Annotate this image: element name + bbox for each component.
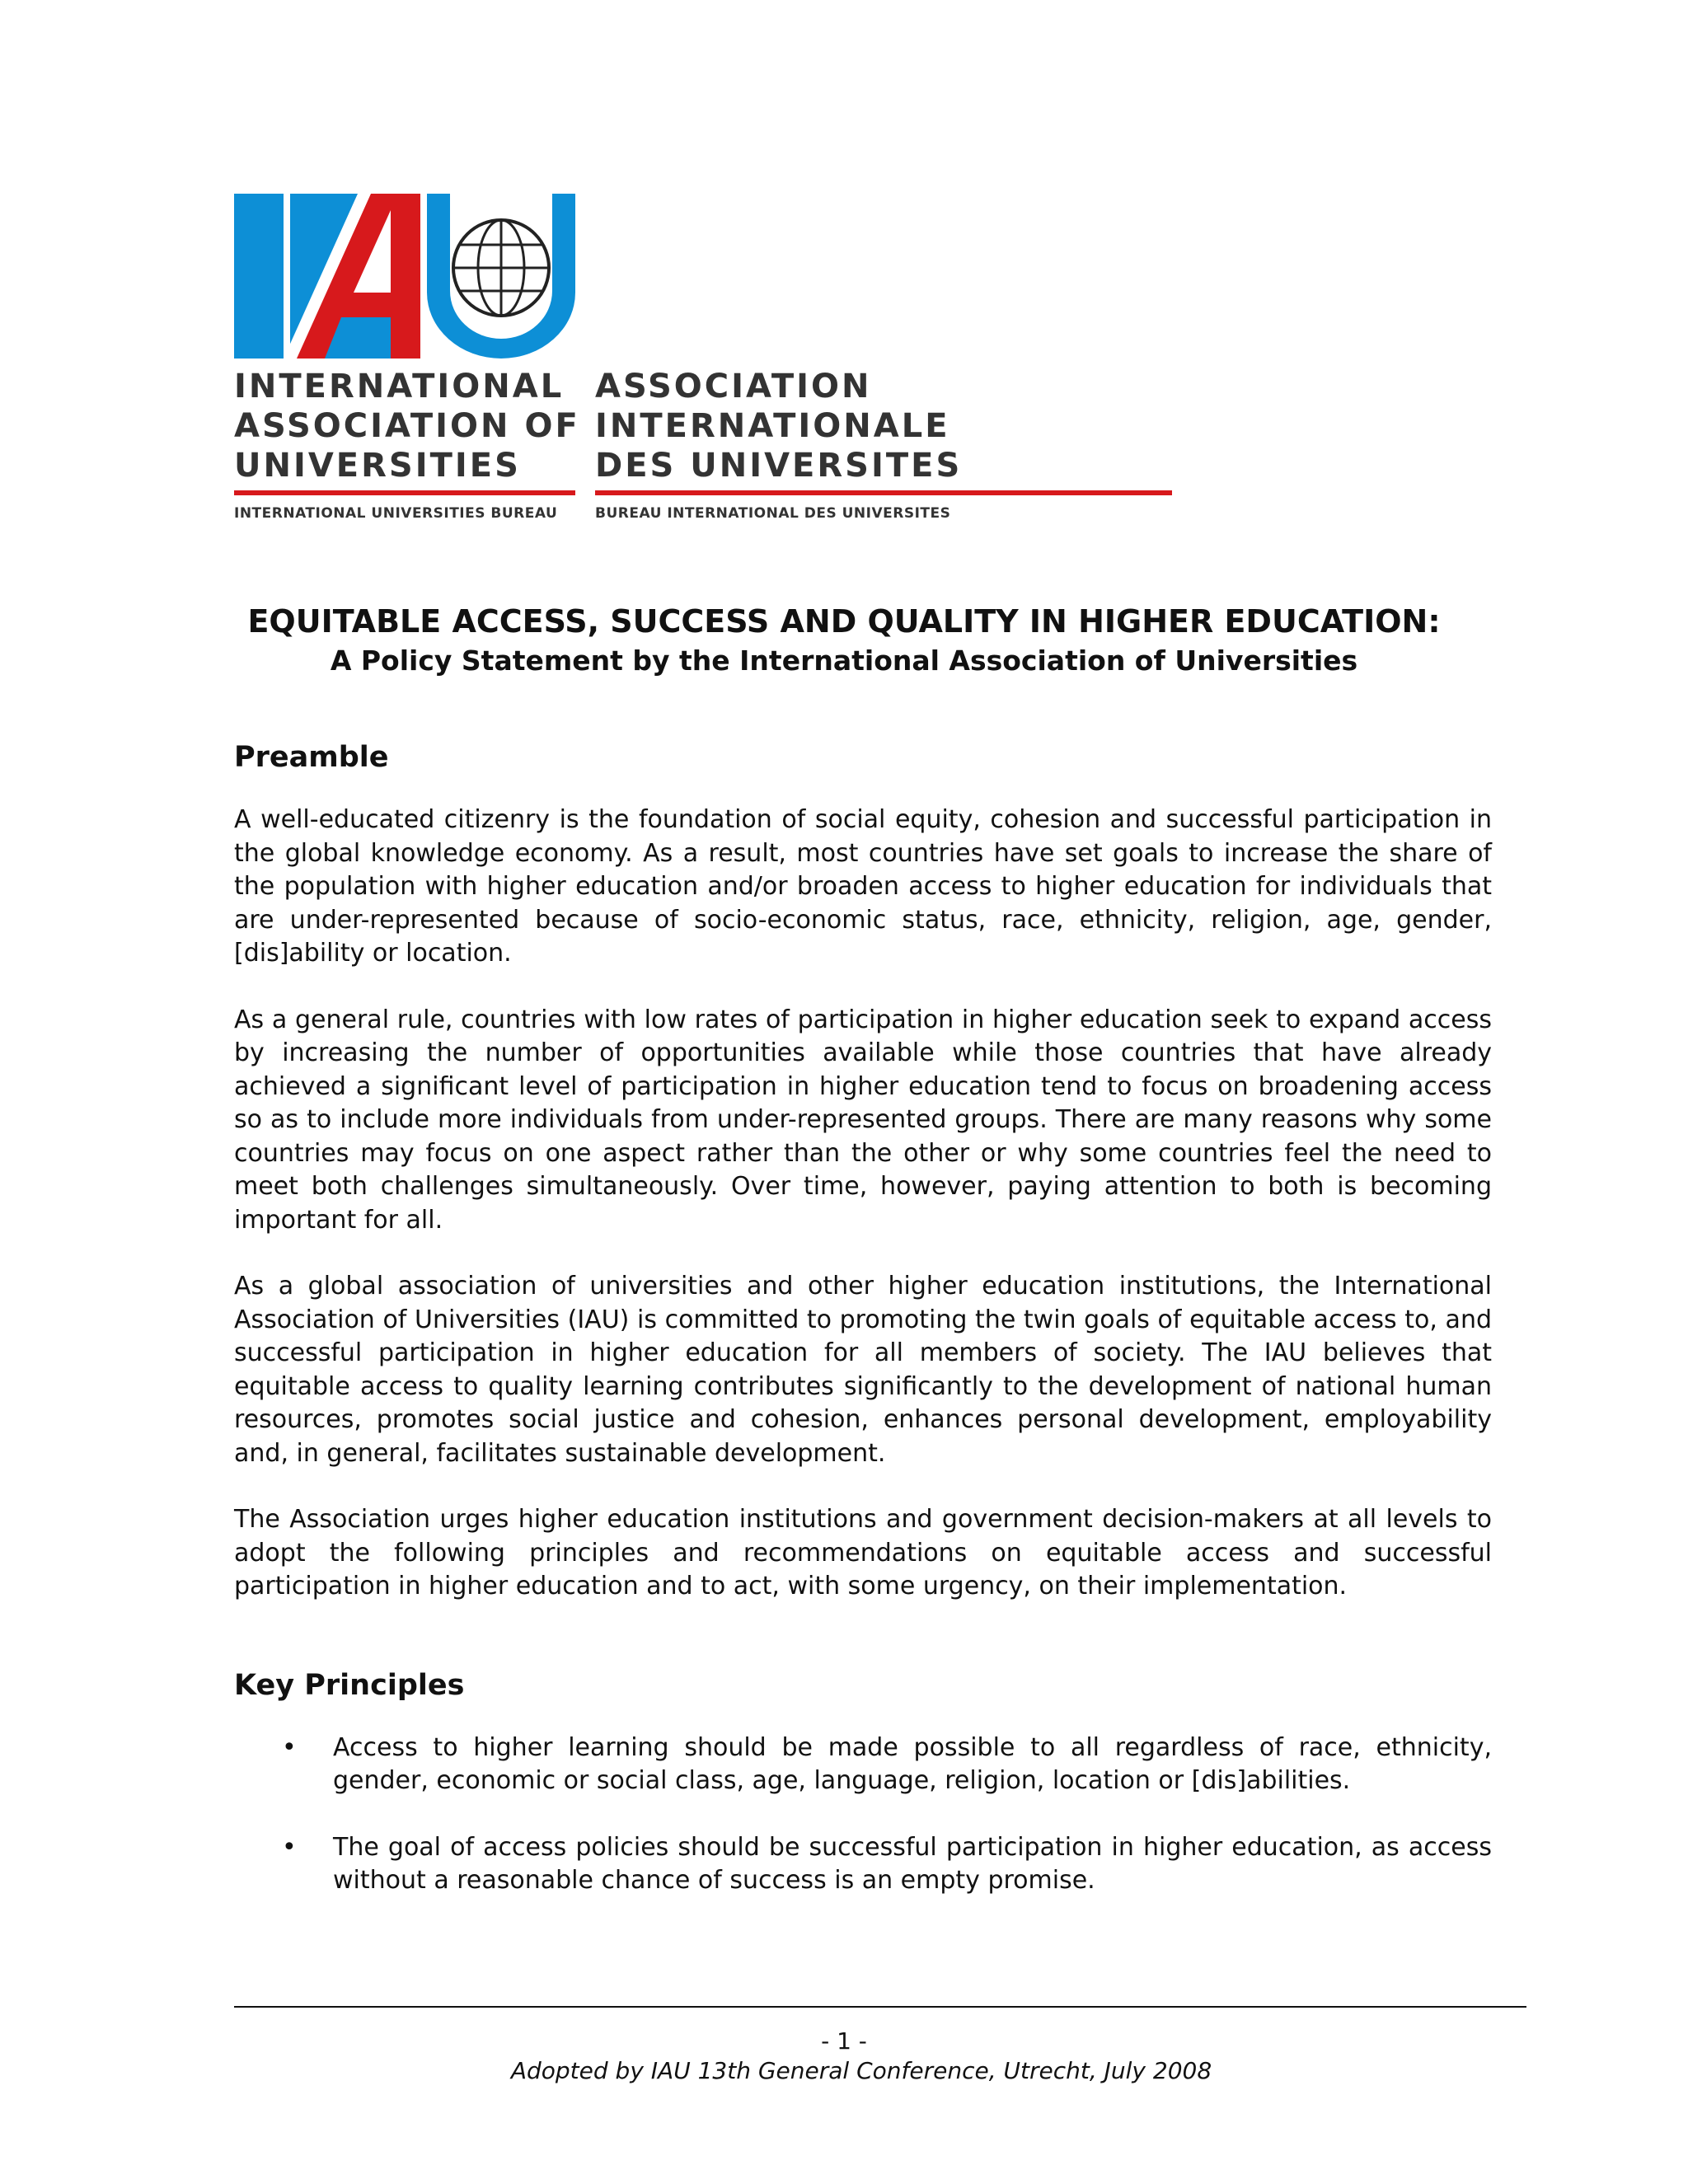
list-item xyxy=(234,1831,1492,1898)
logo-line: INTERNATIONALE xyxy=(595,407,950,445)
logo-line: ASSOCIATION OF xyxy=(234,407,580,445)
logo-text-french xyxy=(595,367,962,485)
section-heading-preamble: Preamble xyxy=(234,741,389,774)
globe-icon xyxy=(453,220,549,316)
paragraph: A well-educated citizenry is the foundation of social equity, cohesion and successful participation in the global knowledge economy. As a result, most countries have set goals to increase the share of the population with higher education and/or broaden access to higher education for individuals that are under-represented because of socio-economic status, race, ethnicity, religion, age, gender, [dis]ability or location. xyxy=(234,805,1492,968)
bullet-icon: • xyxy=(282,1732,297,1762)
logo-line: UNIVERSITIES xyxy=(234,447,521,485)
logo-rule-right xyxy=(595,490,1172,495)
footer-note: Adopted by IAU 13th General Conference, Utrecht, July 2008 xyxy=(510,2057,1212,2084)
bullet-icon: • xyxy=(282,1832,297,1862)
logo-subtitle-french: BUREAU INTERNATIONAL DES UNIVERSITES xyxy=(595,505,951,522)
list-item-text: The goal of access policies should be successful participation in higher education, as access without a reasonable chance of success is an empty promise. xyxy=(333,1832,1492,1895)
list-item xyxy=(234,1732,1492,1798)
logo-line: DES UNIVERSITES xyxy=(595,447,963,485)
iau-logo-mark xyxy=(234,194,575,359)
document-body xyxy=(234,738,1492,1931)
document-title: EQUITABLE ACCESS, SUCCESS AND QUALITY IN HIGHER EDUCATION: xyxy=(247,603,1441,640)
logo-subtitle-english: INTERNATIONAL UNIVERSITIES BUREAU xyxy=(234,505,558,522)
iau-logo xyxy=(234,194,963,523)
section-heading-key-principles: Key Principles xyxy=(234,1668,465,1702)
logo-text-english xyxy=(234,367,580,485)
list-item-text: Access to higher learning should be made possible to all regardless of race, ethnicity, gender, economic or social class, age, language, religion, location or [dis]abilities. xyxy=(333,1732,1492,1795)
paragraph: As a global association of universities and other higher education institutions, the International Association of Universities (IAU) is committed to promoting the twin goals of equitable access to, and successful participation in higher education for all members of society. The IAU believes that equitable access to quality learning contributes significantly to the development of national human resources, promotes social justice and cohesion, enhances personal development, employability and, in general, facilitates sustainable development. xyxy=(234,1272,1492,1468)
logo-line: ASSOCIATION xyxy=(595,368,872,405)
paragraph: As a general rule, countries with low rates of participation in higher education seek to expand access by increasing the number of opportunities available while those countries that have already achieved a significant level of participation in higher education tend to focus on broadening access so as to include more individuals from under-represented groups. There are many reasons why some countries may focus on one aspect rather than the other or why some countries feel the need to meet both challenges simultaneously. Over time, however, paying attention to both is becoming important for all. xyxy=(234,1005,1492,1235)
paragraph: The Association urges higher education institutions and government decision-makers at all levels to adopt the following principles and recommendations on equitable access and successful participation in higher education and to act, with some urgency, on their implementation. xyxy=(234,1505,1492,1601)
logo-rule-left xyxy=(234,490,575,495)
page-number: - 1 - xyxy=(821,2027,867,2055)
key-principles-list xyxy=(234,1732,1492,1898)
footer-divider xyxy=(234,2006,1526,2008)
document-subtitle: A Policy Statement by the International Association of Universities xyxy=(330,644,1358,677)
logo-line: INTERNATIONAL xyxy=(234,368,565,405)
